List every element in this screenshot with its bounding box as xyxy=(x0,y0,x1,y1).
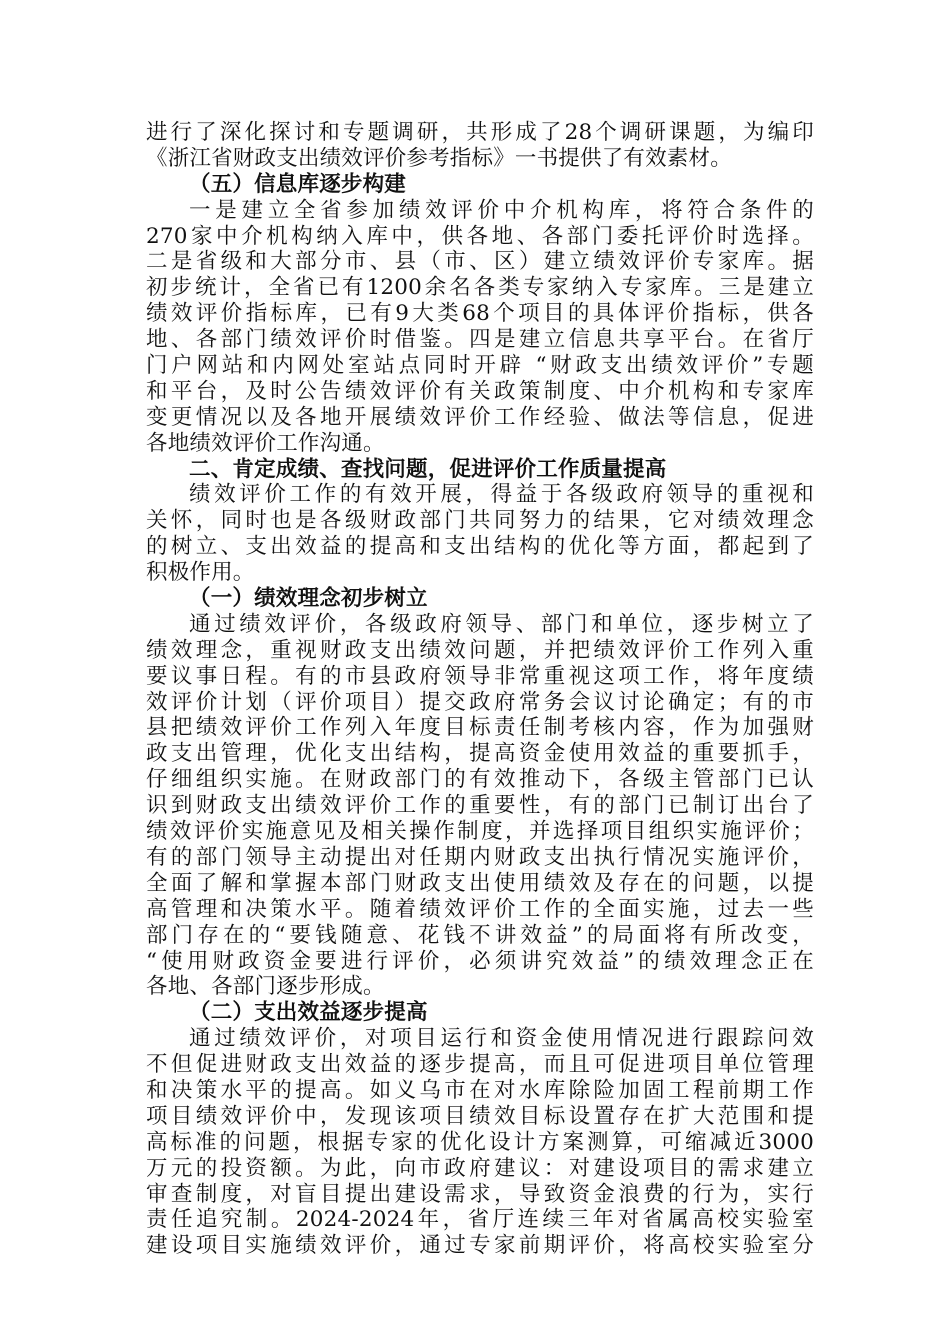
section-heading: （五）信息库逐步构建 xyxy=(189,171,407,197)
paragraph-line: 高管理和决策水平。随着绩效评价工作的全面实施，过去一些 xyxy=(146,896,814,922)
paragraph-line: 高标准的问题，根据专家的优化设计方案测算，可缩减近3000 xyxy=(146,1129,814,1155)
paragraph-line: 和平台，及时公告绩效评价有关政策制度、中介机构和专家库 xyxy=(146,378,814,404)
paragraph-line: 仔细组织实施。在财政部门的有效推动下，各级主管部门已认 xyxy=(146,767,814,793)
paragraph-line: 通过绩效评价，各级政府领导、部门和单位，逐步树立了 xyxy=(189,611,814,637)
paragraph-line: 全面了解和掌握本部门财政支出使用绩效及存在的问题，以提 xyxy=(146,870,814,896)
paragraph-line: 绩效理念，重视财政支出绩效问题，并把绩效评价工作列入重 xyxy=(146,637,814,663)
paragraph-line: 部门存在的“要钱随意、花钱不讲效益”的局面将有所改变， xyxy=(146,922,814,948)
paragraph-line: 《浙江省财政支出绩效评价参考指标》一书提供了有效素材。 xyxy=(146,145,732,171)
paragraph-line: 270家中介机构纳入库中，供各地、各部门委托评价时选择。 xyxy=(146,223,814,249)
paragraph-line: 绩效评价实施意见及相关操作制度，并选择项目组织实施评价； xyxy=(146,819,814,845)
paragraph-line: “使用财政资金要进行评价，必须讲究效益”的绩效理念正在 xyxy=(146,948,814,974)
paragraph-line: 进行了深化探讨和专题调研，共形成了28个调研课题，为编印 xyxy=(146,120,814,145)
paragraph-line: 一是建立全省参加绩效评价中介机构库，将符合条件的 xyxy=(189,197,814,223)
paragraph-line: 有的部门领导主动提出对任期内财政支出执行情况实施评价， xyxy=(146,844,814,870)
paragraph-line: 各地绩效评价工作沟通。 xyxy=(146,430,385,456)
section-heading: 二、肯定成绩、查找问题，促进评价工作质量提高 xyxy=(189,456,667,482)
paragraph-line: 和决策水平的提高。如义乌市在对水库除险加固工程前期工作 xyxy=(146,1077,814,1103)
paragraph-line: 初步统计，全省已有1200余名各类专家纳入专家库。三是建立 xyxy=(146,275,814,301)
paragraph-line: 绩效评价指标库，已有9大类68个项目的具体评价指标，供各 xyxy=(146,301,814,327)
paragraph-line: 政支出管理，优化支出结构，提高资金使用效益的重要抓手， xyxy=(146,741,814,767)
paragraph-line: 通过绩效评价，对项目运行和资金使用情况进行跟踪问效 xyxy=(189,1026,814,1052)
paragraph-line: 建设项目实施绩效评价，通过专家前期评价，将高校实验室分 xyxy=(146,1233,814,1259)
paragraph-line: 积极作用。 xyxy=(146,560,255,586)
paragraph-line: 各地、各部门逐步形成。 xyxy=(146,974,385,1000)
paragraph-line: 项目绩效评价中，发现该项目绩效目标设置存在扩大范围和提 xyxy=(146,1103,814,1129)
paragraph-line: 关怀，同时也是各级财政部门共同努力的结果，它对绩效理念 xyxy=(146,508,814,534)
paragraph-line: 门户网站和内网处室站点同时开辟 “财政支出绩效评价”专题 xyxy=(146,353,814,379)
section-heading: （二）支出效益逐步提高 xyxy=(189,1000,428,1026)
paragraph-line: 万元的投资额。为此，向市政府建议：对建设项目的需求建立 xyxy=(146,1155,814,1181)
paragraph-line: 审查制度，对盲目提出建设需求，导致资金浪费的行为，实行 xyxy=(146,1181,814,1207)
paragraph-line: 的树立、支出效益的提高和支出结构的优化等方面，都起到了 xyxy=(146,534,814,560)
section-heading: （一）绩效理念初步树立 xyxy=(189,586,428,612)
paragraph-line: 要议事日程。有的市县政府领导非常重视这项工作，将年度绩 xyxy=(146,663,814,689)
paragraph-line: 不但促进财政支出效益的逐步提高，而且可促进项目单位管理 xyxy=(146,1052,814,1078)
paragraph-line: 变更情况以及各地开展绩效评价工作经验、做法等信息，促进 xyxy=(146,404,814,430)
paragraph-line: 二是省级和大部分市、县（市、区）建立绩效评价专家库。据 xyxy=(146,249,814,275)
paragraph-line: 识到财政支出绩效评价工作的重要性，有的部门已制订出台了 xyxy=(146,793,814,819)
paragraph-line: 责任追究制。2024-2024年，省厅连续三年对省属高校实验室 xyxy=(146,1207,814,1233)
paragraph-line: 绩效评价工作的有效开展，得益于各级政府领导的重视和 xyxy=(189,482,814,508)
paragraph-line: 效评价计划（评价项目）提交政府常务会议讨论确定；有的市 xyxy=(146,689,814,715)
paragraph-line: 地、各部门绩效评价时借鉴。四是建立信息共享平台。在省厅 xyxy=(146,327,814,353)
paragraph-line: 县把绩效评价工作列入年度目标责任制考核内容，作为加强财 xyxy=(146,715,814,741)
